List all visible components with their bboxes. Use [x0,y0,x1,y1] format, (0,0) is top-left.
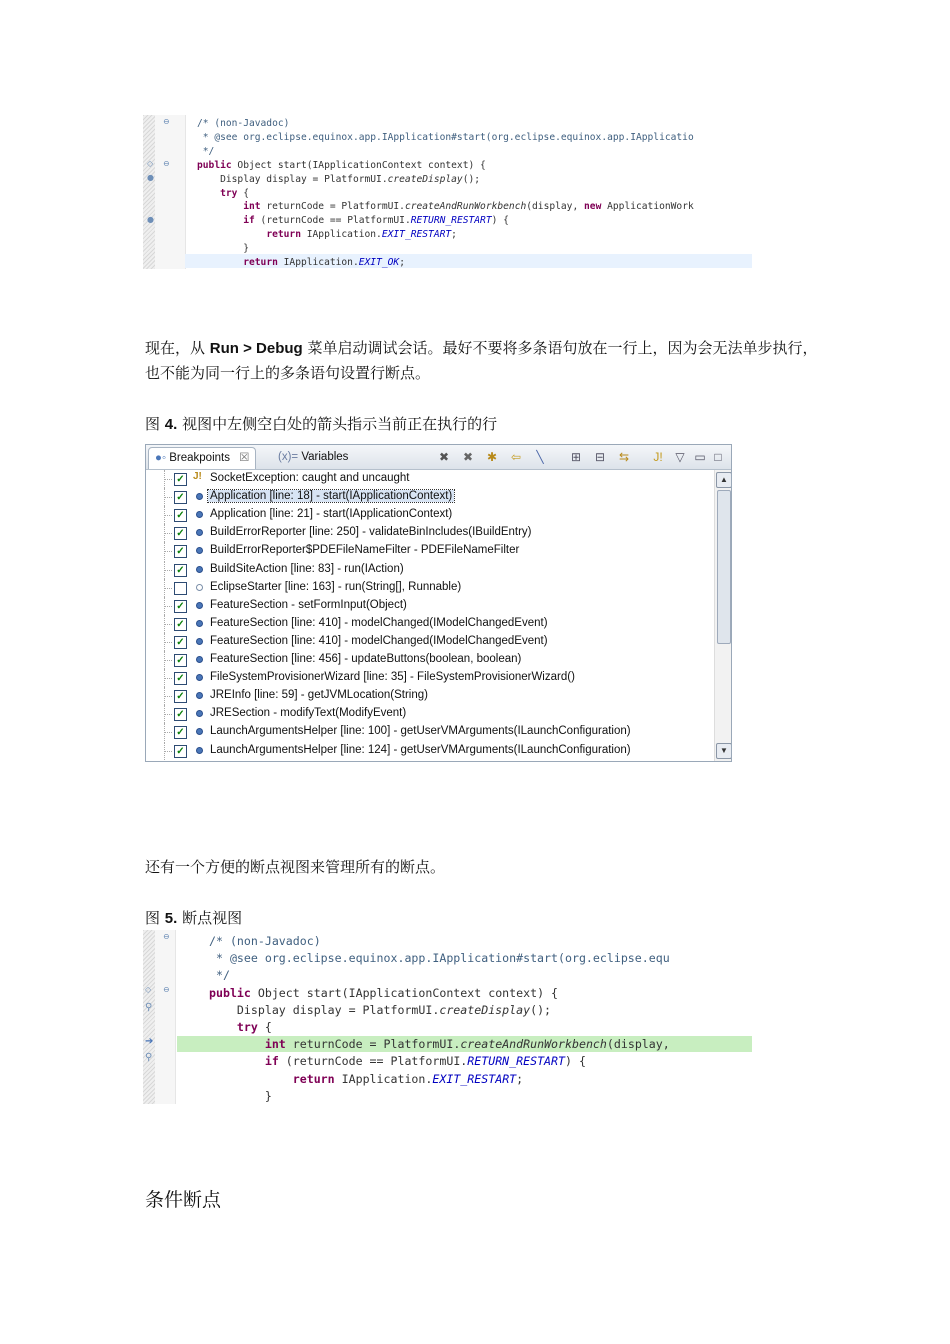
fold-gutter [155,115,186,269]
remove-all-icon[interactable]: ✖ [462,450,474,464]
tree-branch [164,533,172,534]
breakpoint-label: JRESection - modifyText(ModifyEvent) [210,707,407,720]
breakpoint-row[interactable] [146,542,714,560]
breakpoint-checkbox[interactable]: ✓ [174,564,187,577]
figure-number: 5. [164,910,178,927]
code-line: int returnCode = PlatformUI.createAndRunWorkbench(display, [264,1037,670,1052]
breakpoint-checkbox[interactable]: ✓ [174,509,187,522]
breakpoint-label: FeatureSection [line: 456] - updateButtons(boolean, boolean) [210,653,522,665]
breakpoint-checkbox[interactable]: ✓ [174,618,187,631]
breakpoint-label: EclipseStarter [line: 163] - run(String[], Runnable) [210,580,462,593]
breakpoint-row[interactable] [146,651,714,669]
go-to-file-icon[interactable]: ⇦ [510,450,522,464]
figure-label: 图 [145,415,165,433]
breakpoint-row[interactable] [146,723,714,741]
link-with-debug-icon[interactable]: ⇆ [618,450,630,464]
tree-branch [164,606,172,607]
tree-branch [164,732,172,733]
breakpoint-checkbox[interactable]: ✓ [174,654,187,667]
code-line: } [197,243,249,255]
breakpoint-checkbox[interactable]: ✓ [174,527,187,540]
code-line: public Object start(IApplicationContext context) { [209,985,559,1000]
figure-caption-text: 视图中左侧空白处的箭头指示当前正在执行的行 [177,415,498,433]
show-breakpoints-icon[interactable]: ✱ [486,450,498,464]
breakpoint-label: JREInfo [line: 59] - getJVMLocation(String) [210,689,428,702]
tab-label: Breakpoints [169,452,230,464]
tab-label: Variables [301,451,349,463]
tab-variables[interactable] [272,447,354,468]
breakpoint-checkbox[interactable]: ✓ [174,491,187,504]
maximize-icon[interactable]: □ [714,450,722,464]
breakpoint-checkbox[interactable]: ✓ [174,708,187,721]
breakpoint-icon [196,566,203,573]
scroll-up-button[interactable]: ▲ [716,472,732,488]
heading-text: 条件断点 [145,1189,222,1211]
breakpoint-check-icon[interactable]: ⚲ [145,1002,153,1013]
figure-label: 图 [145,909,165,927]
tab-breakpoints[interactable] [148,447,256,469]
figure-5-caption [145,907,242,928]
breakpoint-row[interactable] [146,669,714,687]
code-text [197,117,694,269]
code-line: */ [209,968,230,983]
code-line: * @see org.eclipse.equinox.app.IApplication#start(org.eclipse.equinox.app.IApplicatio [197,131,694,143]
code-line: /* (non-Javadoc) [197,118,290,129]
breakpoint-checkbox[interactable]: ✓ [174,600,187,613]
breakpoint-label: BuildErrorReporter [line: 250] - validateBinIncludes(IBuildEntry) [210,526,532,539]
code-line: return IApplication.EXIT_RESTART; [292,1071,524,1086]
code-line: Display display = PlatformUI.createDisplay(); [197,173,481,185]
breakpoint-row[interactable] [146,506,714,524]
breakpoints-view [145,444,732,762]
tree-branch [164,551,172,552]
breakpoint-label: LaunchArgumentsHelper [line: 124] - getUserVMArguments(ILaunchConfiguration) [210,743,631,756]
section-heading [145,1185,221,1212]
tree-branch [164,570,172,571]
breakpoint-checkbox[interactable]: ✓ [174,690,187,703]
breakpoint-row[interactable] [146,615,714,633]
breakpoint-icon [196,656,203,663]
tree-branch [164,515,172,516]
breakpoint-marker-icon[interactable]: ● [147,173,154,182]
breakpoint-icon [196,602,203,609]
variables-icon: (x)= [278,451,299,463]
menu-path: Run > Debug [209,340,303,357]
breakpoint-row[interactable] [146,524,714,542]
code-line: public Object start(IApplicationContext context) { [197,159,486,171]
code-text [209,933,670,1104]
code-screenshot-1 [143,115,752,269]
figure-number: 4. [164,416,178,433]
tree-branch [164,588,172,589]
overview-ruler [143,115,155,269]
code-line: try { [236,1020,272,1035]
breakpoint-checkbox[interactable]: ✓ [174,745,187,758]
tree-branch [164,642,172,643]
breakpoint-checkbox[interactable]: ✓ [174,545,187,558]
minimize-icon[interactable]: ▭ [694,450,706,464]
code-line: try { [220,187,249,199]
tree-branch [164,660,172,661]
breakpoint-list [146,470,714,761]
fold-gutter [155,930,176,1104]
breakpoint-checkbox[interactable]: ✓ [174,672,187,685]
code-line: int returnCode = PlatformUI.createAndRunWorkbench(display, new ApplicationWork [243,201,694,213]
code-line: * @see org.eclipse.equinox.app.IApplication#start(org.eclipse.equ [209,951,670,966]
tree-branch [164,479,172,480]
paragraph-breakpoints-view [145,855,825,880]
close-icon[interactable]: ☒ [239,452,250,464]
breakpoint-checkbox[interactable]: ✓ [174,473,187,486]
breakpoint-icon [196,710,203,717]
breakpoint-label: FeatureSection [line: 410] - modelChanged(IModelChangedEvent) [210,616,548,629]
breakpoint-label: Application [line: 18] - start(IApplicationContext) [210,490,453,503]
view-tab-bar [146,445,731,470]
expand-all-icon[interactable]: ⊞ [570,450,582,464]
fold-arrow-icon: ◇ [147,159,154,168]
breakpoint-label: BuildErrorReporter$PDEFileNameFilter - PDEFileNameFilter [210,544,520,557]
collapse-all-icon[interactable]: ⊟ [594,450,606,464]
exception-breakpoint-icon: J! [193,471,202,482]
remove-icon[interactable]: ✖ [438,450,450,464]
code-screenshot-2 [143,930,752,1104]
code-line: return IApplication.EXIT_OK; [243,257,405,269]
breakpoint-row[interactable] [146,742,714,760]
view-menu-icon[interactable]: ▽ [675,450,685,464]
code-line: return IApplication.EXIT_RESTART; [266,229,457,241]
breakpoint-label: FileSystemProvisionerWizard [line: 35] - FileSystemProvisionerWizard() [210,671,575,684]
breakpoint-icon [196,674,203,681]
breakpoint-label: Application [line: 21] - start(IApplicationContext) [210,508,453,521]
breakpoint-label: FeatureSection - setFormInput(Object) [210,598,407,611]
fold-minus-icon[interactable]: ⊖ [163,985,170,994]
code-line: /* (non-Javadoc) [209,934,321,948]
breakpoint-icon [196,493,203,500]
code-line: } [209,1088,272,1103]
figure-4-caption [145,413,497,434]
breakpoint-label: SocketException: caught and uncaught [210,472,410,484]
scroll-down-button[interactable]: ▼ [716,743,732,759]
breakpoint-icon [196,547,203,554]
vertical-scrollbar[interactable] [714,470,731,761]
breakpoint-label: FeatureSection [line: 410] - modelChanged(IModelChangedEvent) [210,634,548,647]
breakpoint-row[interactable] [146,579,714,597]
breakpoint-icon [196,728,203,735]
tree-branch [164,624,172,625]
breakpoint-icon [196,747,203,754]
fold-minus-icon[interactable]: ⊖ [163,932,170,941]
code-line: */ [197,145,215,157]
fold-arrow-icon: ◇ [145,985,152,994]
code-line: Display display = PlatformUI.createDisplay(); [209,1002,552,1017]
tree-branch [164,678,172,679]
breakpoint-row[interactable] [146,597,714,615]
breakpoint-icon [196,620,203,627]
instruction-pointer-icon: ➔ [145,1036,154,1047]
breakpoint-checkbox[interactable] [174,582,187,595]
paragraph-debug-session [145,336,825,386]
breakpoint-icon [196,638,203,645]
breakpoint-checkbox[interactable]: ✓ [174,636,187,649]
tree-branch [164,497,172,498]
code-line: if (returnCode == PlatformUI.RETURN_RESTART) { [264,1054,586,1069]
breakpoint-row[interactable] [146,687,714,705]
add-exception-icon[interactable]: J! [653,450,663,464]
figure-caption-text: 断点视图 [177,909,243,927]
breakpoint-label: BuildSiteAction [line: 83] - run(IAction) [210,562,404,575]
breakpoint-icon [196,584,203,591]
tree-branch [164,751,172,752]
skip-all-icon[interactable]: ╲ [536,450,544,464]
breakpoint-checkbox[interactable]: ✓ [174,726,187,739]
paragraph-text: 菜单启动调试会话。最好不要将多条语句放在一行上，因为会无法单步执行，也不能为同一行上的多条语句设置行断点。 [145,339,818,382]
breakpoint-icon [196,529,203,536]
breakpoint-row[interactable] [146,633,714,651]
fold-minus-icon[interactable]: ⊖ [163,159,170,168]
breakpoint-row[interactable] [146,705,714,723]
breakpoint-icon [196,692,203,699]
breakpoint-row[interactable] [146,488,714,506]
breakpoint-label: LaunchArgumentsHelper [line: 100] - getUserVMArguments(ILaunchConfiguration) [210,725,631,738]
code-line: if (returnCode == PlatformUI.RETURN_RESTART) { [243,215,509,227]
fold-minus-icon[interactable]: ⊖ [163,117,170,126]
paragraph-text: 还有一个方便的断点视图来管理所有的断点。 [145,858,446,876]
breakpoint-marker-icon[interactable]: ● [147,215,154,224]
breakpoint-row[interactable] [146,561,714,579]
tree-branch [164,714,172,715]
breakpoint-icon [196,511,203,518]
scrollbar-thumb[interactable] [717,490,731,644]
overview-ruler [143,930,155,1104]
breakpoint-row[interactable] [146,470,714,488]
paragraph-text: 现在，从 [145,339,210,357]
breakpoint-check-icon[interactable]: ⚲ [145,1052,153,1063]
tree-branch [164,696,172,697]
breakpoints-icon: ●◦ [155,452,167,464]
